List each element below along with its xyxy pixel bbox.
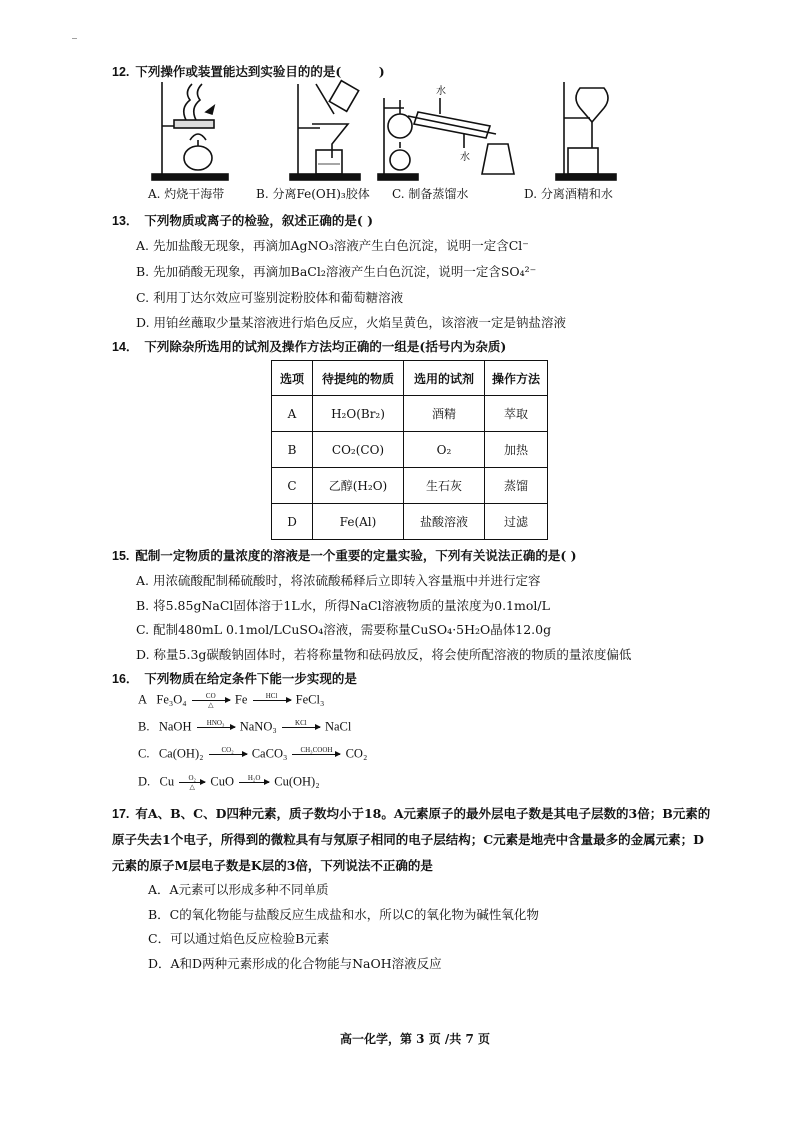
species: CaCO₃ xyxy=(251,746,288,761)
header-cell: 选项 xyxy=(272,361,313,396)
q13-option-b: B. 先加硝酸无现象，再滴加BaCl₂溶液产生白色沉淀，说明一定含SO₄²⁻ xyxy=(136,264,537,279)
question-17 xyxy=(112,804,710,822)
table-row xyxy=(272,504,548,540)
page-footer: 高一化学，第 3 页 /共 7 页 xyxy=(340,1032,490,1046)
table-cell: H₂O(Br₂) xyxy=(313,396,404,432)
apparatus-c-distillation xyxy=(378,84,514,180)
table-cell: 盐酸溶液 xyxy=(404,504,485,540)
arrow-subcondition: △ xyxy=(208,701,214,709)
species: Ca(OH)₂ xyxy=(158,746,204,761)
table-cell: CO₂(CO) xyxy=(313,432,404,468)
q13-option-d: D. 用铂丝蘸取少量某溶液进行焰色反应，火焰呈黄色，该溶液一定是钠盐溶液 xyxy=(136,315,567,330)
q16-option-b xyxy=(138,719,351,736)
reaction-arrow xyxy=(192,692,230,709)
species: CuO xyxy=(210,774,234,789)
question-number: 16． xyxy=(112,672,139,686)
water-in-label: 水 xyxy=(436,86,446,97)
apparatus-figures xyxy=(140,78,660,186)
reaction-arrow xyxy=(197,719,235,736)
question-stem-line: 元素的原子M层电子数是K层的3倍，下列说法不正确的是 xyxy=(112,858,433,873)
species: Fe xyxy=(234,692,248,707)
question-stem: 下列物质或离子的检验，叙述正确的是( ) xyxy=(144,213,374,228)
table-cell: 乙醇(H₂O) xyxy=(313,468,404,504)
question-14 xyxy=(112,337,506,355)
q17-option-c: C．可以通过焰色反应检验B元素 xyxy=(148,931,330,946)
caption-c: C. 制备蒸馏水 xyxy=(392,187,469,201)
table-cell: B xyxy=(272,432,313,468)
caption-a: A. 灼烧干海带 xyxy=(148,187,225,201)
option-label: B. xyxy=(138,719,150,734)
arrow-condition: HNO₃ xyxy=(206,719,225,727)
reaction-arrow xyxy=(282,719,320,736)
arrow-condition: CO₂ xyxy=(221,746,234,754)
option-label: C. xyxy=(138,746,150,761)
arrow-condition: H₂O xyxy=(247,774,261,782)
reaction-arrow xyxy=(179,774,205,791)
q16-option-a xyxy=(138,692,324,709)
q16-option-c xyxy=(138,746,367,763)
reaction-arrow xyxy=(209,746,247,763)
arrow-condition: O₂ xyxy=(188,774,196,782)
water-out-label: 水 xyxy=(460,152,470,163)
species: Fe₃O₄ xyxy=(156,692,187,707)
question-13 xyxy=(112,211,373,229)
species: NaNO₃ xyxy=(239,719,277,734)
caption-b: B. 分离Fe(OH)₃胶体 xyxy=(256,187,370,201)
question-16 xyxy=(112,669,357,687)
question-number: 15. xyxy=(112,549,130,563)
question-stem: 下列除杂所选用的试剂及操作方法均正确的一组是(括号内为杂质) xyxy=(144,339,507,354)
reagent-table xyxy=(271,360,548,540)
table-row xyxy=(272,396,548,432)
q15-option-d: D. 称量5.3g碳酸钠固体时，若将称量物和砝码放反，将会使所配溶液的物质的量浓度偏低 xyxy=(136,647,632,662)
reaction-arrow xyxy=(239,774,269,791)
q13-option-a: A. 先加盐酸无现象，再滴加AgNO₃溶液产生白色沉淀，说明一定含Cl⁻ xyxy=(136,238,529,253)
option-label: D. xyxy=(138,774,151,789)
arrow-condition: CH₃COOH xyxy=(300,746,333,754)
table-cell: 生石灰 xyxy=(404,468,485,504)
q15-option-c: C. 配制480mL 0.1mol/LCuSO₄溶液，需要称量CuSO₄·5H₂O晶体12.0g xyxy=(136,622,552,637)
q17-option-b: B．C的氧化物能与盐酸反应生成盐和水，所以C的氧化物为碱性氧化物 xyxy=(148,907,539,922)
apparatus-a-crucible xyxy=(152,82,228,180)
q16-option-d xyxy=(138,774,320,791)
q15-option-b: B. 将5.85gNaCl固体溶于1L水，所得NaCl溶液物质的量浓度为0.1mol/L xyxy=(136,598,550,613)
table-cell: 过滤 xyxy=(485,504,548,540)
species: FeCl₃ xyxy=(295,692,325,707)
question-number: 13． xyxy=(112,214,139,228)
table-cell: 蒸馏 xyxy=(485,468,548,504)
arrow-subcondition: △ xyxy=(189,783,195,791)
table-cell: 加热 xyxy=(485,432,548,468)
q17-option-d: D．A和D两种元素形成的化合物能与NaOH溶液反应 xyxy=(148,956,442,971)
table-cell: Fe(Al) xyxy=(313,504,404,540)
question-number: 17. xyxy=(112,807,130,821)
question-15 xyxy=(112,546,577,564)
question-stem-line: 有A、B、C、D四种元素，质子数均小于18。A元素原子的最外层电子数是其电子层数的3倍；B元素的 xyxy=(135,806,711,821)
question-stem: 下列操作或装置能达到实验目的的是( ) xyxy=(135,64,385,79)
arrow-condition: KCl xyxy=(295,719,307,727)
species: NaCl xyxy=(324,719,352,734)
question-number: 12. xyxy=(112,65,130,79)
table-cell: 萃取 xyxy=(485,396,548,432)
arrow-condition: CO xyxy=(205,692,216,700)
species: Cu(OH)₂ xyxy=(274,774,320,789)
page-mark: ‾ xyxy=(72,38,77,49)
arrow-condition: HCl xyxy=(265,692,278,700)
question-stem-line: 原子失去1个电子，所得到的微粒具有与氖原子相同的电子层结构；C元素是地壳中含量最多的金属元素；D xyxy=(112,832,704,847)
header-cell: 选用的试剂 xyxy=(404,361,485,396)
question-number: 14． xyxy=(112,340,139,354)
header-cell: 操作方法 xyxy=(485,361,548,396)
question-stem: 配制一定物质的量浓度的溶液是一个重要的定量实验，下列有关说法正确的是( ) xyxy=(135,548,577,563)
table-cell: A xyxy=(272,396,313,432)
species: Cu xyxy=(159,774,175,789)
apparatus-d-separatory-funnel xyxy=(556,82,616,180)
table-row xyxy=(272,432,548,468)
table-row xyxy=(272,468,548,504)
header-cell: 待提纯的物质 xyxy=(313,361,404,396)
table-cell: C xyxy=(272,468,313,504)
apparatus-b-filtration xyxy=(290,81,360,180)
reaction-arrow xyxy=(292,746,340,763)
q13-option-c: C. 利用丁达尔效应可鉴别淀粉胶体和葡萄糖溶液 xyxy=(136,290,404,305)
question-stem: 下列物质在给定条件下能一步实现的是 xyxy=(144,671,357,686)
table-header-row xyxy=(272,361,548,396)
q15-option-a: A. 用浓硫酸配制稀硫酸时，将浓硫酸稀释后立即转入容量瓶中并进行定容 xyxy=(136,573,541,588)
caption-d: D. 分离酒精和水 xyxy=(524,187,613,201)
species: CO₂ xyxy=(345,746,368,761)
table-cell: D xyxy=(272,504,313,540)
reaction-arrow xyxy=(253,692,291,709)
table-cell: O₂ xyxy=(404,432,485,468)
q17-option-a: A．A元素可以形成多种不同单质 xyxy=(148,882,329,897)
option-label: A xyxy=(138,692,148,707)
table-cell: 酒精 xyxy=(404,396,485,432)
species: NaOH xyxy=(158,719,192,734)
